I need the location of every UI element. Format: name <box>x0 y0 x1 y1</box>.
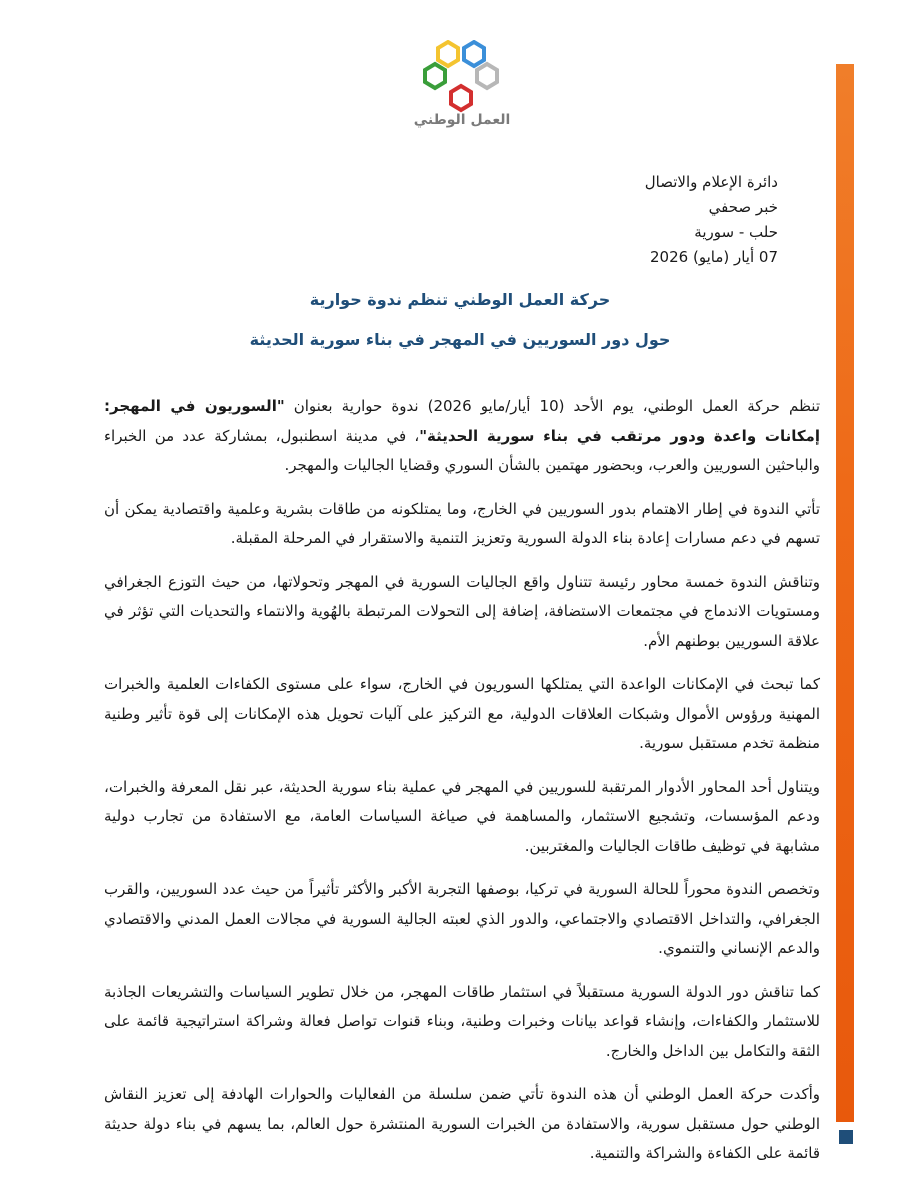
paragraph-1 <box>104 392 820 481</box>
page-subtitle: حول دور السوريين في المهجر في بناء سورية الحديثة <box>249 330 671 349</box>
header-meta <box>378 170 778 270</box>
title-block <box>100 288 820 352</box>
paragraph-8: وأكدت حركة العمل الوطني أن هذه الندوة تأتي ضمن سلسلة من الفعاليات والحوارات الهادفة إلى تعزيز النقاش الوطني حول مستقبل سورية، والاستفادة من الخبرات السورية المنتشرة حول العالم، بما يسهم في بناء دولة حديثة قائمة على الكفاءة والشراكة والتنمية. <box>104 1085 820 1162</box>
paragraph-1-text-b: ، في مدينة اسطنبول، بمشاركة عدد من الخبراء والباحثين السوريين والعرب، وبحضور مهتمين بالشأن السوري وقضايا الجاليات والمهجر. <box>104 426 820 474</box>
document-type: خبر صحفي <box>708 198 778 216</box>
paragraph-2: تأتي الندوة في إطار الاهتمام بدور السوريين في الخارج، وما يمتلكونه من طاقات بشرية وعلمية واقتصادية يمكن أن تسهم في دعم مسارات إعادة بناء الدولة السورية وتعزيز التنمية والاستقرار في المرحلة المقبلة. <box>104 499 820 547</box>
paragraph-3: وتناقش الندوة خمسة محاور رئيسة تتناول واقع الجاليات السورية في المهجر وتحولاتها، من حيث التوزع الجغرافي ومستويات الاندماج في مجتمعات الاستضافة، إضافة إلى التحولات المرتبطة بالهُوية والانتماء والتحديات التي تؤثر في علاقة السوريين بوطنهم الأم. <box>104 572 820 650</box>
location-label: حلب - سورية <box>694 223 778 241</box>
hexagon-logo-icon <box>412 40 512 120</box>
body-content <box>104 392 820 1183</box>
department-label: دائرة الإعلام والاتصال <box>644 173 778 191</box>
paragraph-7: كما تناقش دور الدولة السورية مستقبلاً في استثمار طاقات المهجر، من خلال تطوير السياسات والتشريعات الجاذبة للاستثمار والكفاءات، وإنشاء قواعد بيانات وخبرات وطنية، وبناء قنوات تواصل فعالة وشراكة استراتيجية قائمة على الثقة والتكامل بين الداخل والخارج. <box>104 982 820 1060</box>
logo-text: العمل الوطني <box>413 112 511 128</box>
paragraph-6: وتخصص الندوة محوراً للحالة السورية في تركيا، بوصفها التجربة الأكبر والأكثر تأثيراً من حيث عدد السوريين، والقرب الجغرافي، والتداخل الاقتصادي والاجتماعي، والدور الذي لعبته الجالية السورية في مجالات العمل المدني والاقتصادي والدعم الإنساني والتنموي. <box>104 880 820 957</box>
decorative-side-bar <box>836 64 854 1122</box>
paragraph-1-text-a: تنظم حركة العمل الوطني، يوم الأحد (10 أيار/مايو 2026) ندوة حوارية بعنوان <box>284 397 821 415</box>
paragraph-1-event-title: "السوريون في المهجر: إمكانات واعدة ودور مرتقب في بناء سورية الحديثة" <box>104 397 820 445</box>
decorative-square <box>839 1130 853 1144</box>
paragraph-5: ويتناول أحد المحاور الأدوار المرتقبة للسوريين في المهجر في عملية بناء سورية الحديثة، عبر نقل المعرفة والخبرات، ودعم المؤسسات، وتشجيع الاستثمار، والمساهمة في صياغة السياسات العامة، مع الاستفادة من تجارب دولية مشابهة في توظيف طاقات الجاليات والمغتربين. <box>104 777 820 855</box>
date-label: 07 أيار (مايو) 2026 <box>650 248 778 266</box>
page-title: حركة العمل الوطني تنظم ندوة حوارية <box>309 290 611 309</box>
paragraph-4: كما تبحث في الإمكانات الواعدة التي يمتلكها السوريون في الخارج، سواء على مستوى الكفاءات العلمية والخبرات المهنية ورؤوس الأموال وشبكات العلاقات الدولية، مع التركيز على آليات تحويل هذه الإمكانات إلى قوة تأثير وطنية منظمة تخدم مستقبل سورية. <box>104 675 820 752</box>
